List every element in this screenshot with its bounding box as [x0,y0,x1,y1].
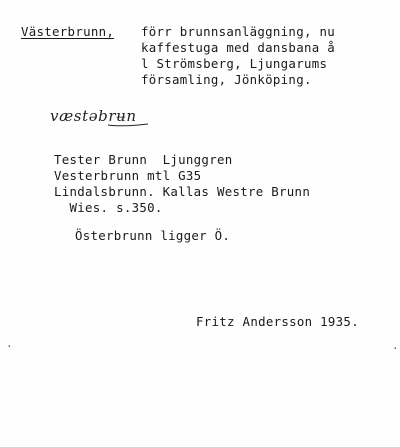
note-line-3: Lindalsbrunn. Kallas Westre Brunn [54,184,311,199]
definition-line-2: kaffestuga med dansbana å [141,40,335,55]
margin-dot-right: · [392,342,399,355]
definition-line-4: församling, Jönköping. [141,72,312,87]
handwritten-underline [50,106,156,128]
handwritten-pronunciation-text: væstəbrʉn [50,107,137,125]
note-line-1: Tester Brunn Ljunggren [54,152,233,167]
signature-line: Fritz Andersson 1935. [196,314,359,329]
remark-line: Österbrunn ligger Ö. [75,228,231,243]
note-line-4: Wies. s.350. [54,200,163,215]
handwritten-pronunciation [50,106,156,128]
definition-line-3: l Strömsberg, Ljungarums [141,56,328,71]
margin-dot: · [6,340,13,353]
note-line-2: Vesterbrunn mtl G35 [54,168,202,183]
definition-line-1: förr brunnsanläggning, nu [141,24,335,39]
card-headword: Västerbrunn, [21,24,115,39]
